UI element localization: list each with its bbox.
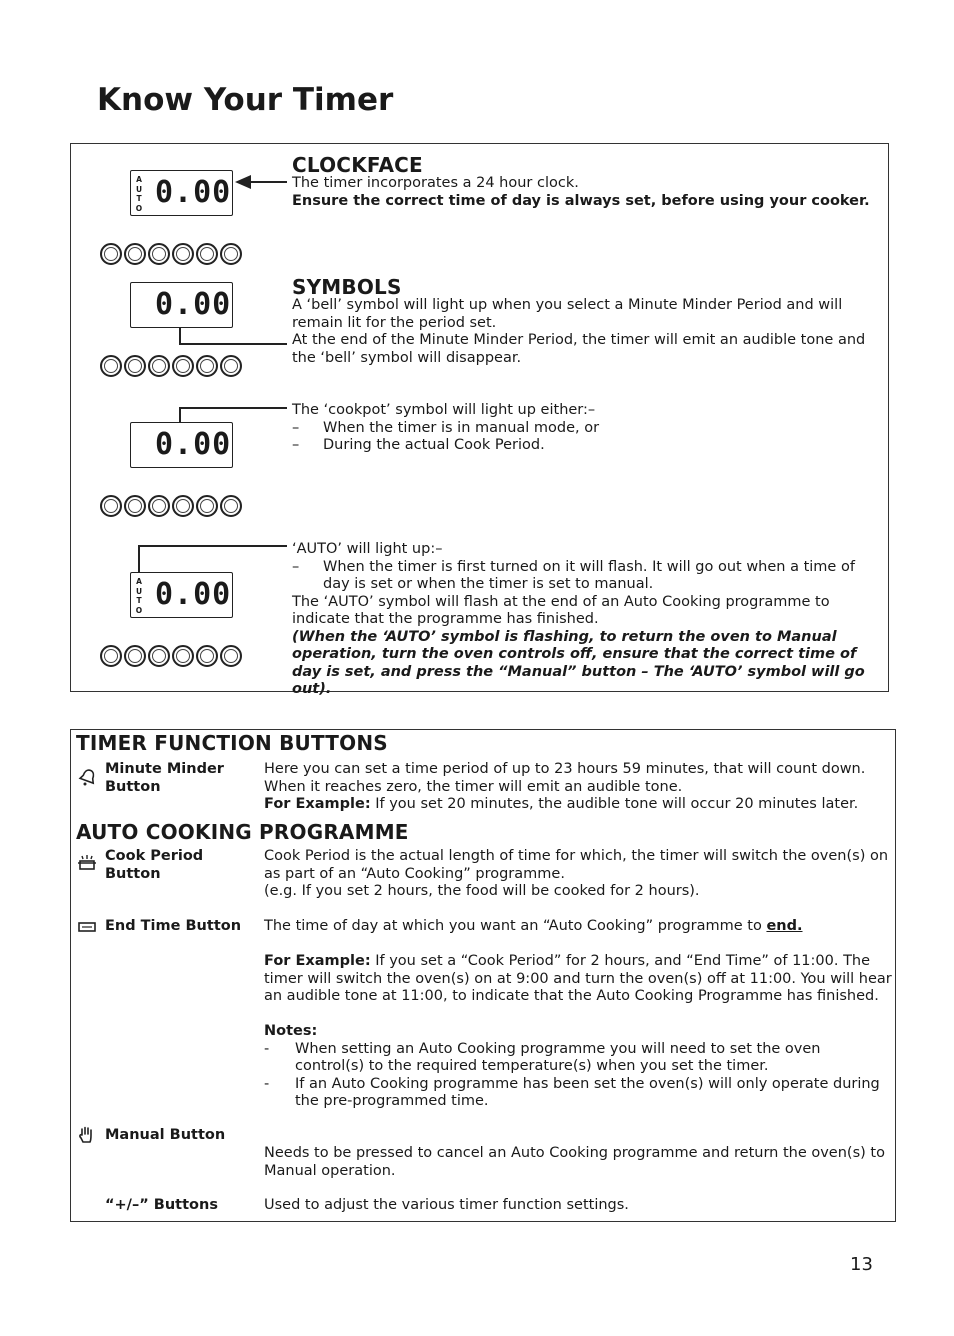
- minute-minder-label: Minute Minder Button: [105, 761, 224, 795]
- auto-indicator: A U T O: [135, 577, 143, 615]
- end-time-desc: The time of day at which you want an “Auto Cooking” programme to end. For Example: If you set a “Cook Period” for 2 hours, and “End Time” of 11:00. The timer will switch the oven(s) on at 9:00 and turn the oven(s) off at 11:00. You will hear an audible tone at 11:00, to indicate that the Auto Cooking Programme has finished. Notes: - When setting an Auto Cooking programme you will need to set the oven control(s) to the required temperature(s) when you set the timer. - If an Auto Cooking programme has been set the oven(s) will only operate during the pre-programmed time.: [264, 918, 892, 1109]
- timer-button-row: [100, 495, 242, 517]
- timer-button: [124, 495, 146, 517]
- timer-button: [124, 355, 146, 377]
- bell-icon: [78, 767, 98, 787]
- timer-button: [220, 355, 242, 377]
- timer-function-heading: TIMER FUNCTION BUTTONS: [76, 731, 388, 755]
- bell-symbol-text: A ‘bell’ symbol will light up when you select a Minute Minder Period and will remain lit for the period set. At the end of the Minute Minder Period, the timer will emit an audible tone and the ‘bell’ symbol will disappear.: [292, 297, 866, 366]
- pointer-line: [138, 545, 140, 573]
- timer-button: [124, 243, 146, 265]
- timer-button: [148, 243, 170, 265]
- display-digits: 0.00: [155, 427, 232, 462]
- pointer-line: [179, 407, 287, 409]
- timer-button: [124, 645, 146, 667]
- minute-minder-desc: Here you can set a time period of up to 23 hours 59 minutes, that will count down. When it reaches zero, the timer will emit an audible tone. For Example: If you set 20 minutes, the audible tone will occur 20 minutes later.: [264, 761, 866, 812]
- timer-button: [196, 645, 218, 667]
- cook-period-label: Cook Period Button: [105, 848, 204, 882]
- hand-icon: [78, 1126, 94, 1144]
- manual-desc: Needs to be pressed to cancel an Auto Cooking programme and return the oven(s) to Manual operation.: [264, 1145, 885, 1179]
- plus-minus-desc: Used to adjust the various timer function settings.: [264, 1197, 629, 1213]
- timer-button: [148, 355, 170, 377]
- timer-button: [196, 243, 218, 265]
- timer-button: [172, 495, 194, 517]
- timer-display-cookpot: [130, 422, 233, 468]
- timer-display-clockface: [130, 170, 233, 216]
- end-time-icon: [78, 921, 96, 933]
- pointer-line: [179, 328, 181, 344]
- cookpot-symbol-text: The ‘cookpot’ symbol will light up either:– – When the timer is in manual mode, or – During the actual Cook Period.: [292, 402, 600, 453]
- page-number: 13: [850, 1254, 873, 1275]
- display-digits: 0.00: [155, 287, 232, 322]
- timer-button: [100, 645, 122, 667]
- clockface-heading: CLOCKFACE: [292, 153, 423, 177]
- timer-button: [196, 495, 218, 517]
- symbols-heading: SYMBOLS: [292, 275, 402, 299]
- clockface-text: The timer incorporates a 24 hour clock. Ensure the correct time of day is always set, before using your cooker.: [292, 175, 870, 209]
- auto-cooking-heading: AUTO COOKING PROGRAMME: [76, 820, 409, 844]
- plus-minus-label: “+/–” Buttons: [105, 1197, 218, 1213]
- timer-button: [100, 355, 122, 377]
- timer-button: [220, 243, 242, 265]
- timer-button: [100, 495, 122, 517]
- timer-button: [172, 355, 194, 377]
- cook-period-desc: Cook Period is the actual length of time for which, the timer will switch the oven(s) on as part of an “Auto Cooking” programme. (e.g. If you set 2 hours, the food will be cooked for 2 hours).: [264, 848, 889, 899]
- timer-display-auto: [130, 572, 233, 618]
- timer-button: [148, 495, 170, 517]
- manual-label: Manual Button: [105, 1127, 226, 1143]
- timer-button: [196, 355, 218, 377]
- display-digits: 0.00: [155, 175, 232, 210]
- display-digits: 0.00: [155, 577, 232, 612]
- pointer-line: [179, 343, 287, 345]
- timer-button: [148, 645, 170, 667]
- auto-flashing-note: (When the ‘AUTO’ symbol is flashing, to return the oven to Manual operation, turn the oven controls off, ensure that the correct time of day is set, and press the “Manual” button – The ‘AUTO’ symbol will go out).: [292, 628, 865, 697]
- cookpot-icon: [77, 854, 97, 872]
- timer-button: [220, 645, 242, 667]
- display-diagram-panel: [70, 143, 889, 697]
- timer-display-bell: [130, 282, 233, 328]
- timer-button-row: [100, 243, 242, 265]
- timer-button: [100, 243, 122, 265]
- timer-button-row: [100, 355, 242, 377]
- timer-button: [172, 243, 194, 265]
- timer-button: [172, 645, 194, 667]
- pointer-line: [179, 407, 181, 423]
- timer-functions-panel: [70, 729, 896, 1222]
- auto-indicator: A U T O: [135, 175, 143, 213]
- timer-button: [220, 495, 242, 517]
- auto-symbol-text: ‘AUTO’ will light up:– – When the timer is first turned on it will flash. It will go out when a time of day is set or when the timer is set to manual. The ‘AUTO’ symbol will flash at the end of an Auto Cooking programme to indicate that the programme has finished. (When the ‘AUTO’ symbol is flashing, to return the oven to Manual operation, turn the oven controls off, ensure that the correct time of day is set, and press the “Manual” button – The ‘AUTO’ symbol will go out).: [292, 541, 885, 699]
- arrow-head-icon: [235, 175, 251, 189]
- pointer-line: [249, 181, 287, 183]
- pointer-line: [138, 545, 287, 547]
- timer-button-row: [100, 645, 242, 667]
- page-title: Know Your Timer: [97, 82, 394, 118]
- end-time-label: End Time Button: [105, 918, 242, 934]
